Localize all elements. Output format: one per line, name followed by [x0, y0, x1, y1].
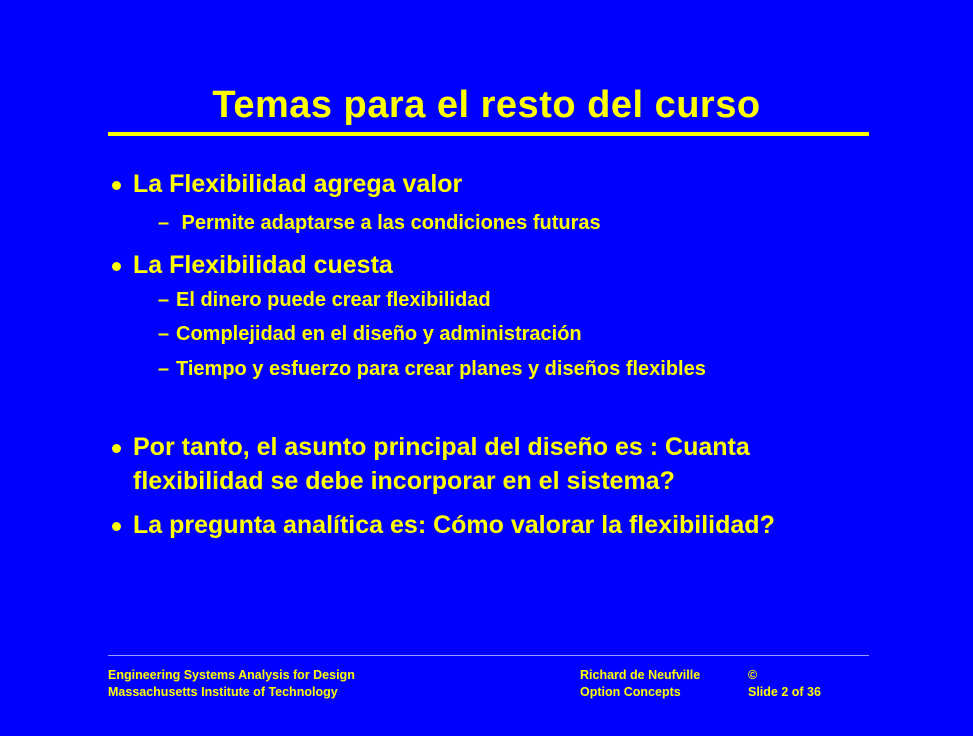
bullet-flexibility-adds-value	[112, 167, 872, 201]
page-title: Temas para el resto del curso	[212, 84, 761, 126]
subbullet-text: El dinero puede crear flexibilidad	[176, 289, 491, 311]
bullet-main-issue	[112, 430, 872, 498]
subbullet-complexity	[158, 321, 582, 347]
subbullet-text: Tiempo y esfuerzo para crear planes y diseños flexibles	[176, 358, 706, 380]
dash: –	[158, 212, 170, 234]
bullet-dot	[112, 262, 121, 271]
footer-course	[108, 667, 355, 701]
footer-author: Richard de Neufville	[580, 668, 701, 682]
dash: –	[158, 358, 170, 380]
bullet-flexibility-costs	[112, 248, 872, 282]
bullet-dot	[112, 181, 121, 190]
bullet-text: La pregunta analítica es: Cómo valorar la flexibilidad?	[133, 511, 775, 539]
bullet-text: La Flexibilidad agrega valor	[133, 170, 463, 198]
subbullet-money	[158, 287, 491, 313]
footer-slide-block	[748, 667, 821, 701]
bullet-text: Por tanto, el asunto principal del diseño es : Cuanta flexibilidad se debe incorporar en el sistema?	[133, 433, 750, 495]
bullet-dot	[112, 444, 121, 453]
slide-number: Slide 2 of 36	[748, 685, 821, 699]
bullet-analytic-question	[112, 508, 872, 542]
subbullet-text: Permite adaptarse a las condiciones futuras	[176, 212, 601, 234]
dash: –	[158, 289, 170, 311]
footer-institution: Massachusetts Institute of Technology	[108, 685, 338, 699]
bullet-dot	[112, 522, 121, 531]
subbullet-text: Complejidad en el diseño y administración	[176, 323, 582, 345]
copyright-icon: ©	[748, 668, 758, 682]
subbullet-adapt	[158, 210, 601, 236]
bullet-text: La Flexibilidad cuesta	[133, 251, 393, 279]
footer-rule	[108, 655, 869, 656]
footer-author-block	[580, 667, 700, 701]
subbullet-time-effort	[158, 356, 706, 382]
footer-section: Option Concepts	[580, 685, 681, 699]
dash: –	[158, 323, 170, 345]
footer-course-title: Engineering Systems Analysis for Design	[108, 668, 355, 682]
